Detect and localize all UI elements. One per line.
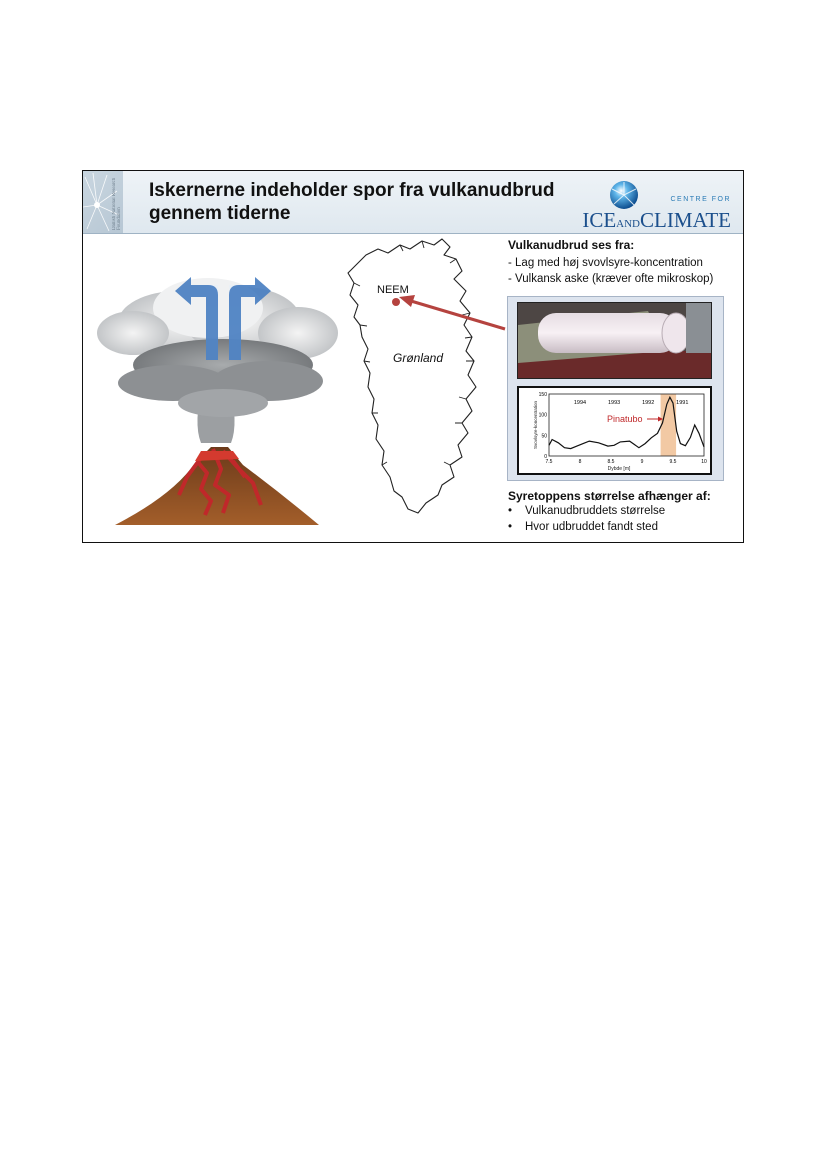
logo-ice: ICE bbox=[582, 208, 617, 232]
centre-logo bbox=[582, 180, 733, 232]
y-tick-label: 100 bbox=[538, 412, 547, 419]
x-tick-label: 7.5 bbox=[545, 459, 553, 465]
greenland-map bbox=[338, 233, 498, 533]
x-tick-label: 8.5 bbox=[607, 459, 615, 465]
ice-core-image bbox=[518, 303, 712, 379]
x-tick-label: 10 bbox=[701, 459, 707, 465]
logo-small-text: CENTRE FOR bbox=[670, 196, 731, 203]
source-item: - Vulkansk aske (kræver ofte mikroskop) bbox=[508, 273, 714, 285]
annotation-pinatubo: Pinatubo bbox=[607, 414, 643, 424]
year-label: 1993 bbox=[607, 400, 621, 406]
slide bbox=[82, 170, 744, 543]
neem-label: NEEM bbox=[377, 284, 409, 296]
y-tick-label: 50 bbox=[541, 433, 547, 440]
year-label: 1991 bbox=[676, 400, 689, 406]
logo-and: AND bbox=[616, 218, 640, 230]
globe-icon bbox=[609, 180, 639, 210]
ice-core-photo bbox=[517, 302, 712, 379]
factors-heading: Syretoppens størrelse afhænger af: bbox=[508, 489, 711, 503]
x-tick-label: 9 bbox=[640, 459, 644, 465]
dnrf-text: Danish National Research Foundation bbox=[112, 177, 122, 230]
greenland-label: Grønland bbox=[393, 351, 444, 365]
sources-heading: Vulkanudbrud ses fra: bbox=[508, 238, 635, 252]
x-axis-label: Dybde [m] bbox=[607, 466, 631, 472]
pointer-arrow bbox=[393, 289, 513, 334]
page-title bbox=[149, 179, 569, 225]
source-item: - Lag med høj svovlsyre-koncentration bbox=[508, 257, 703, 269]
greenland-outline bbox=[348, 239, 476, 513]
slide-header bbox=[83, 171, 743, 234]
title-line-2: gennem tiderne bbox=[149, 203, 291, 224]
x-tick-label: 8 bbox=[578, 459, 582, 465]
factor-item: • Vulkanudbruddets størrelse bbox=[508, 505, 666, 517]
chart-svg bbox=[519, 388, 710, 473]
year-label: 1992 bbox=[642, 400, 655, 406]
y-axis-label: Svovlsyre-koncentration bbox=[533, 400, 538, 450]
logo-climate: CLIMATE bbox=[640, 208, 731, 232]
y-tick-label: 150 bbox=[538, 392, 547, 398]
x-tick-label: 9.5 bbox=[669, 459, 677, 465]
pinatubo-highlight bbox=[661, 394, 677, 456]
title-line-1: Iskernerne indeholder spor fra vulkanudbrud bbox=[149, 180, 555, 201]
factor-item: • Hvor udbruddet fandt sted bbox=[508, 521, 658, 533]
y-tick-label: 0 bbox=[544, 454, 547, 460]
factor-item-text: Vulkanudbruddets størrelse bbox=[525, 505, 666, 517]
sulfate-chart bbox=[517, 386, 712, 475]
logo-main-text bbox=[582, 208, 731, 233]
dnrf-logo bbox=[83, 171, 123, 233]
volcano-illustration bbox=[83, 233, 353, 533]
factor-item-text: Hvor udbruddet fandt sted bbox=[525, 521, 658, 533]
year-label: 1994 bbox=[573, 400, 587, 406]
